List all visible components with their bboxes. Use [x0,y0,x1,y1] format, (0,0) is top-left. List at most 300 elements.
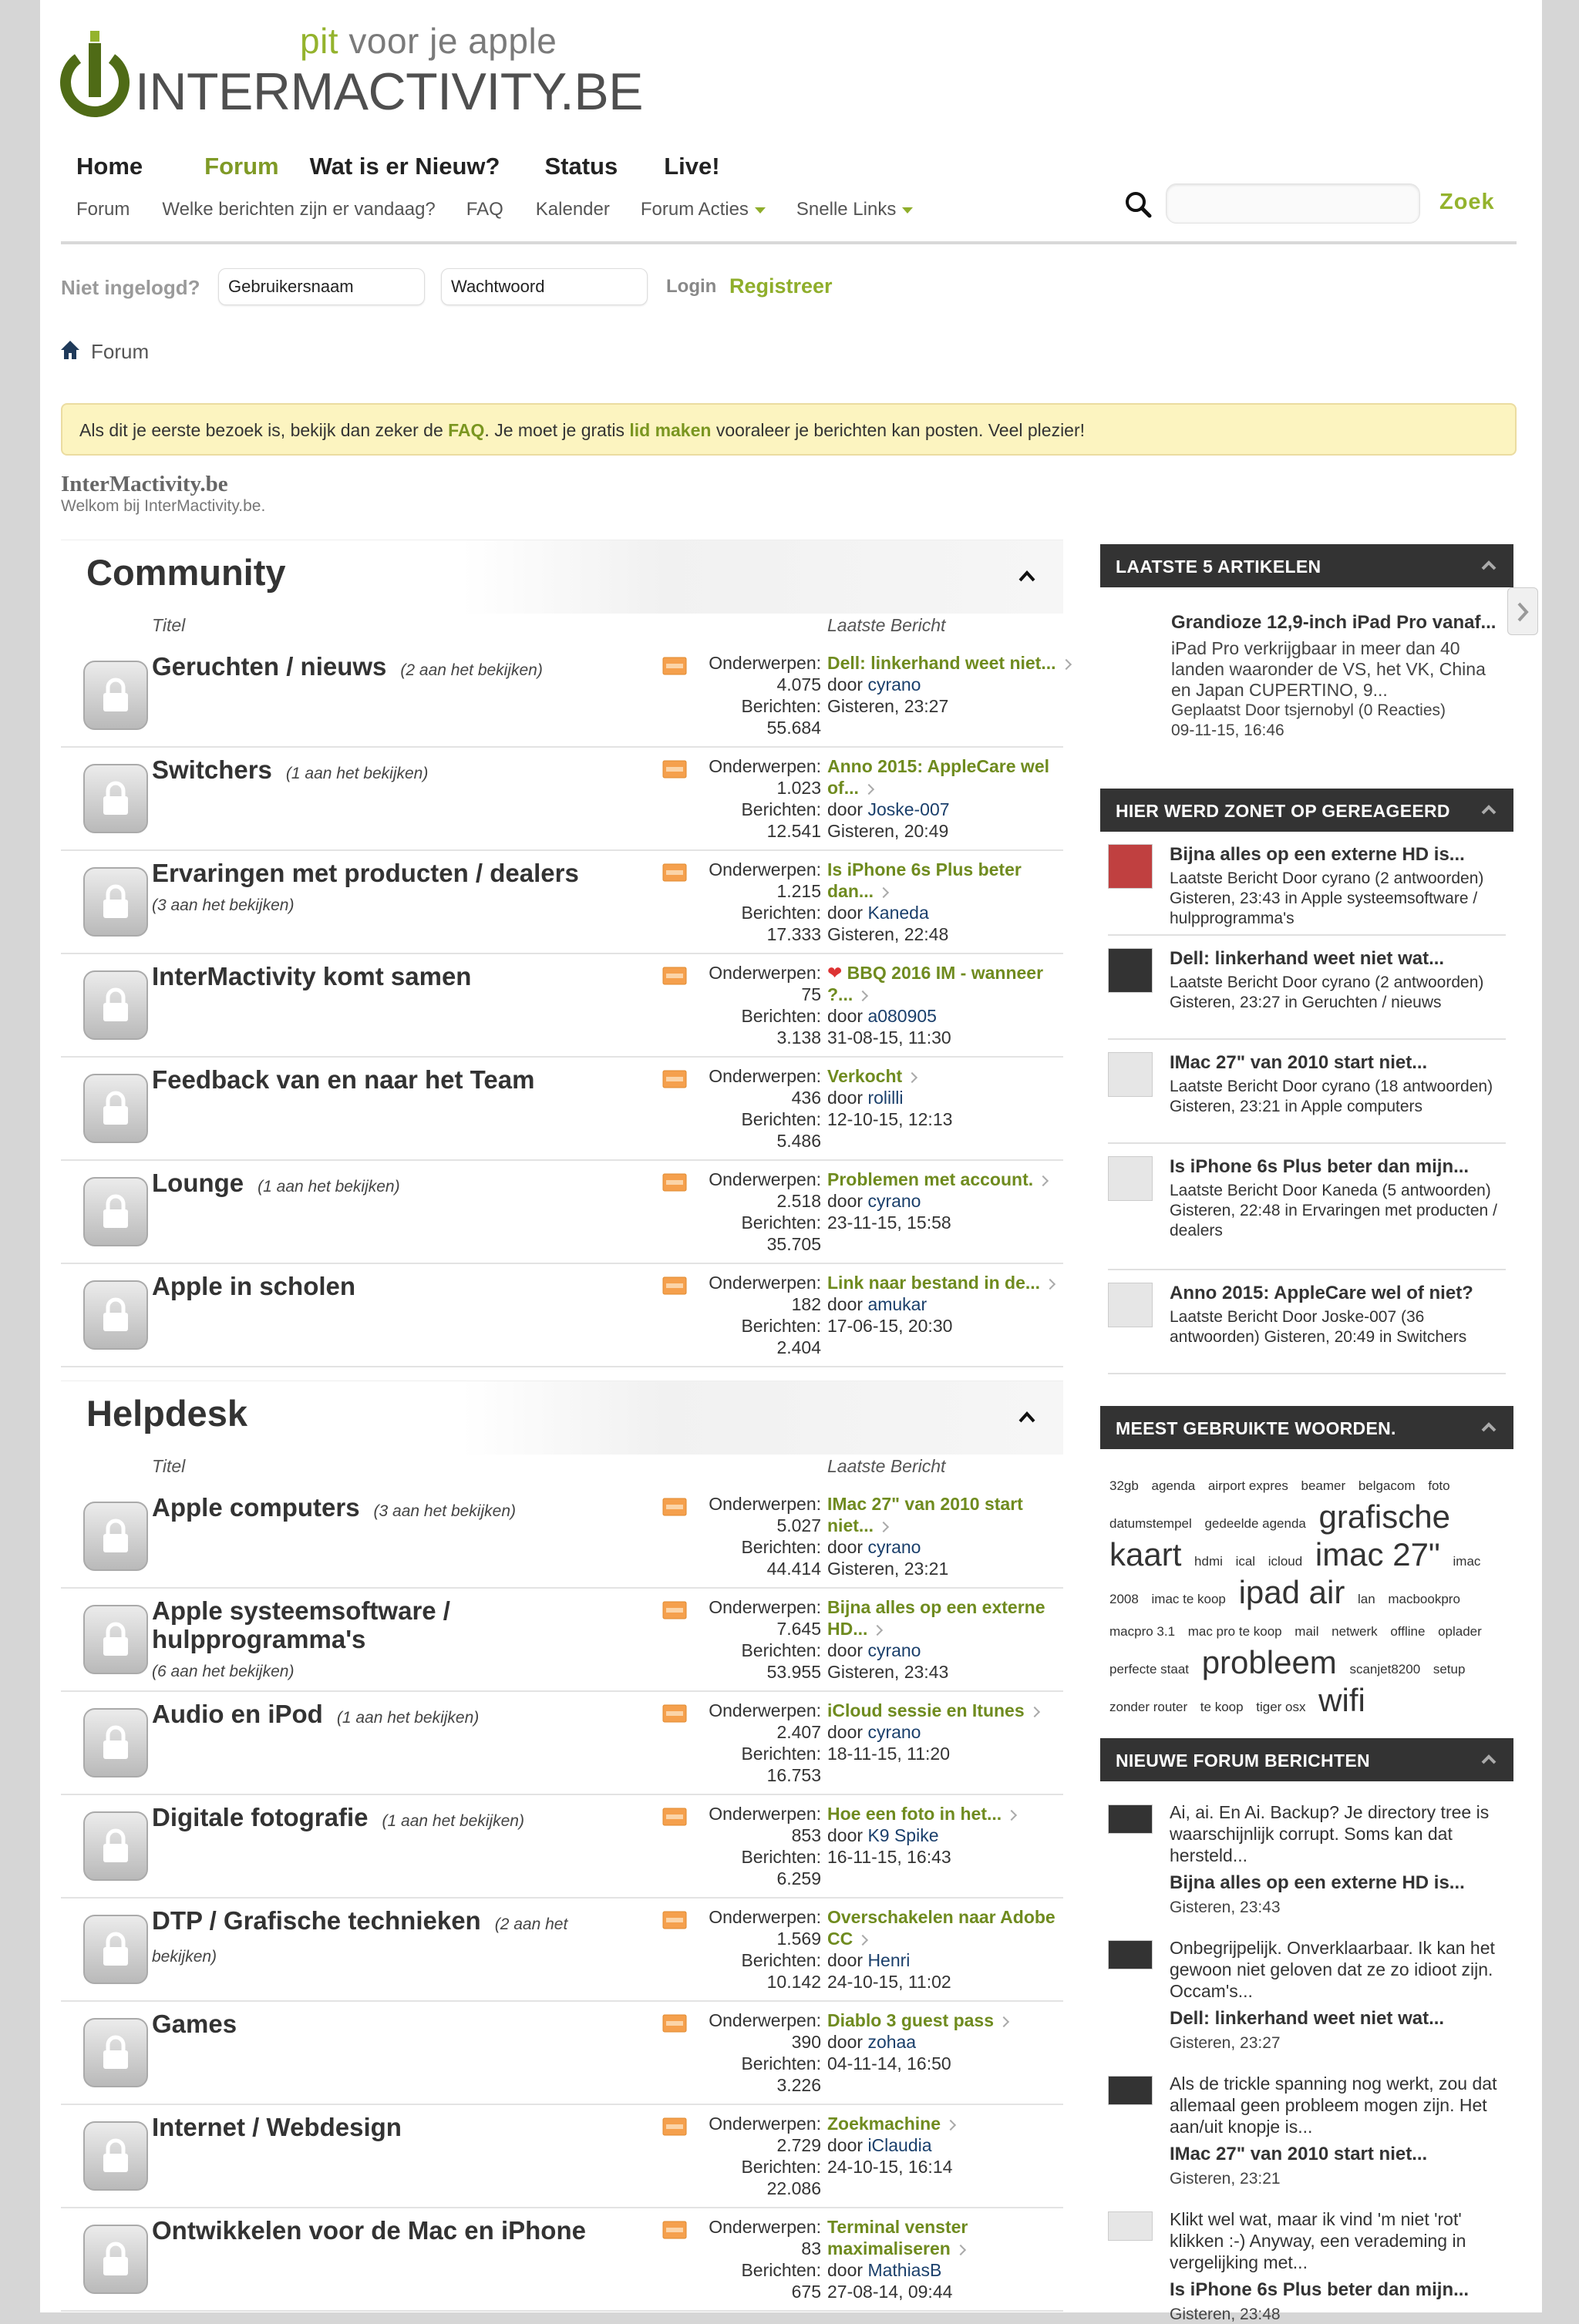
home-icon[interactable] [59,339,81,361]
forum-link[interactable]: Internet / Webdesign [152,2113,402,2141]
tag-link[interactable]: wifi [1318,1682,1365,1718]
last-post-title[interactable]: Zoekmachine [827,2114,941,2134]
last-post [827,962,1072,1048]
block-header[interactable] [1100,789,1513,832]
tag-link[interactable]: agenda [1151,1478,1196,1493]
go-to-post-icon[interactable] [1029,1707,1040,1717]
block-header[interactable] [1100,1738,1513,1781]
tag-link[interactable]: grafische [1318,1498,1450,1535]
rss-icon[interactable] [662,1601,687,1619]
last-post-date: 12-10-15, 12:13 [827,1109,953,1129]
topics-count: 2.518 [776,1191,821,1211]
posts-label: Berichten: [741,1109,821,1129]
faq-link[interactable]: FAQ [448,420,485,440]
forum-lock-icon[interactable] [82,970,149,1041]
last-post-title[interactable]: iCloud sessie en Itunes [827,1700,1025,1720]
forum-link[interactable]: Feedback van en naar het Team [152,1065,535,1094]
tag-link[interactable]: gedeelde agenda [1204,1516,1306,1531]
chevron-up-icon[interactable] [1481,560,1497,570]
topics-label: Onderwerpen: [709,756,821,776]
tag-link[interactable]: perfecte staat [1109,1662,1190,1677]
last-post-title-line [827,2113,1072,2134]
reply-title[interactable]: Bijna alles op een externe HD is... [1170,844,1465,865]
by-label: door [827,1950,864,1970]
last-post-title[interactable]: IMac 27" van 2010 start niet... [827,1494,1023,1535]
posts-label: Berichten: [741,1744,821,1764]
avatar[interactable] [1108,1156,1153,1201]
avatar[interactable] [1108,2076,1153,2105]
rss-icon[interactable] [662,1173,687,1192]
tag-link[interactable]: foto [1428,1478,1450,1493]
last-post-date: 23-11-15, 15:58 [827,1212,951,1233]
password-field[interactable]: Wachtwoord [441,268,648,305]
chevron-right-icon [1508,588,1539,636]
last-post-author-line [827,1087,1072,1108]
last-post-title[interactable]: Verkocht [827,1066,903,1086]
nav-forum[interactable]: Forum [204,153,279,180]
forum-row [61,2208,1063,2312]
forum-row [61,1161,1063,1264]
recent-reply-item[interactable] [1108,1270,1506,1374]
by-label: door [827,1537,864,1557]
forum-section [61,1381,1063,2312]
forum-stats [685,755,821,842]
rss-icon[interactable] [662,1276,687,1295]
viewing-count: (1 aan het bekijken) [336,1709,480,1727]
forum-lock-icon[interactable] [82,660,149,731]
forum-title [152,859,630,920]
rss-icon[interactable] [662,2117,687,2136]
last-post-title[interactable]: Diablo 3 guest pass [827,2010,995,2030]
forum-link[interactable]: Digitale fotografie [152,1803,369,1831]
forum-lock-icon[interactable] [82,1501,149,1572]
post-thread-link[interactable]: Bijna alles op een externe HD is... [1170,1872,1465,1893]
last-post-author[interactable]: MathiasB [867,2260,942,2280]
last-post-author[interactable]: amukar [867,1294,928,1314]
forum-lock-icon[interactable] [82,2121,149,2191]
column-header [61,614,1063,644]
nav-whats-new[interactable]: Wat is er Nieuw? [309,153,500,180]
rss-icon[interactable] [662,1911,687,1929]
tag-link[interactable]: setup [1433,1662,1466,1677]
forum-row [61,1899,1063,2002]
posts-count: 10.142 [766,1972,821,1992]
block-header[interactable] [1100,544,1513,587]
recent-reply-item[interactable] [1108,832,1506,936]
topics-label: Onderwerpen: [709,2114,821,2134]
tag-link[interactable]: hdmi [1194,1554,1223,1569]
collapse-icon[interactable] [1018,1408,1036,1421]
last-post-title[interactable]: Bijna alles op een externe HD... [827,1597,1045,1639]
last-post-author-line [827,1640,1072,1661]
last-post-title-line [827,2216,1072,2259]
notice-text: . Je moet je gratis [484,420,630,440]
avatar[interactable] [1108,1940,1153,1969]
last-post [827,2216,1072,2302]
chevron-up-icon[interactable] [1481,1421,1497,1432]
reply-title[interactable]: IMac 27" van 2010 start niet... [1170,1052,1428,1073]
register-link[interactable]: lid maken [629,420,712,440]
avatar[interactable] [1108,2211,1153,2241]
reply-title[interactable]: Is iPhone 6s Plus beter dan mijn... [1170,1156,1470,1177]
nav-divider [61,241,1517,244]
posts-count: 2.404 [776,1337,821,1357]
article-description: iPad Pro verkrijgbaar in meer dan 40 landen waaronder de VS, het VK, China en Japan CUPERTINO, 9... [1171,638,1486,700]
forum-title [152,1065,630,1094]
last-post-title-line [827,755,1072,799]
last-post-author[interactable]: Henri [867,1950,911,1970]
site-logo[interactable] [61,20,647,136]
recent-reply-item[interactable] [1108,936,1506,1040]
last-post-date: Gisteren, 20:49 [827,821,949,841]
last-post-author-line [827,799,1072,820]
last-post-title[interactable]: BBQ 2016 IM - wanneer ?... [827,963,1044,1004]
last-post-author-line [827,1190,1072,1212]
last-post-date: 24-10-15, 16:14 [827,2157,953,2177]
topics-count: 853 [791,1825,821,1845]
last-post-author[interactable]: cyrano [867,1722,921,1742]
posts-count: 5.486 [776,1131,821,1151]
go-to-post-icon[interactable] [857,1935,868,1946]
subnav-quick-links-label: Snelle Links [796,199,897,220]
avatar[interactable] [1108,1052,1153,1097]
tag-link[interactable]: offline [1390,1624,1426,1639]
post-date: Gisteren, 23:43 [1170,1899,1281,1916]
last-post-title[interactable]: Problemen met account. [827,1169,1034,1189]
sidebar-toggle[interactable] [1507,587,1538,635]
search-button[interactable]: Zoek [1439,190,1495,214]
tag-link[interactable]: icloud [1268,1554,1303,1569]
block-title: HIER WERD ZONET OP GEREAGEERD [1116,801,1450,821]
posts-count: 6.259 [776,1868,821,1888]
rss-icon[interactable] [662,2014,687,2033]
post-date: Gisteren, 23:48 [1170,2306,1281,2323]
tag-link[interactable]: belgacom [1358,1478,1416,1493]
go-to-post-icon[interactable] [878,1522,889,1532]
topics-label: Onderwerpen: [709,1597,821,1617]
last-post-author[interactable]: rolilli [867,1088,904,1108]
last-post-author-line [827,2259,1072,2281]
forum-lock-icon[interactable] [82,763,149,834]
last-post-author-line [827,902,1072,923]
post-thread-link[interactable]: Dell: linkerhand weet niet wat... [1170,2008,1445,2029]
nav-home[interactable]: Home [76,153,143,180]
rss-icon[interactable] [662,657,687,675]
tag-link[interactable]: mail [1295,1624,1319,1639]
forum-lock-icon[interactable] [82,1707,149,1778]
forum-lock-icon[interactable] [82,1604,149,1675]
chevron-up-icon[interactable] [1481,1754,1497,1764]
tag-link[interactable]: 32gb [1109,1478,1139,1493]
forum-title [152,1493,630,1525]
forum-lock-icon[interactable] [82,1811,149,1882]
new-posts-list [1100,1801,1513,2324]
forum-link[interactable]: DTP / Grafische technieken [152,1906,481,1935]
last-post-author[interactable]: zohaa [867,2032,917,2052]
forum-link[interactable]: Games [152,2010,237,2038]
nav-status[interactable]: Status [544,153,618,180]
forum-title [152,652,630,684]
tag-link[interactable]: tiger osx [1256,1700,1306,1714]
last-post-date: Gisteren, 23:43 [827,1662,949,1682]
topics-count: 390 [791,2032,821,2052]
go-to-post-icon[interactable] [998,2016,1009,2027]
article-date: 09-11-15, 16:46 [1171,721,1284,739]
forum-lock-icon[interactable] [82,866,149,937]
last-post-author[interactable]: cyrano [867,1537,921,1557]
topics-count: 182 [791,1294,821,1314]
last-post-title-line [827,1272,1072,1293]
breadcrumb[interactable]: Forum [91,340,150,363]
search-icon[interactable] [1123,190,1154,220]
avatar[interactable] [1108,844,1153,889]
last-post-title[interactable]: Dell: linkerhand weet niet... [827,653,1056,673]
topics-label: Onderwerpen: [709,1804,821,1824]
subnav-calendar[interactable]: Kalender [535,199,610,220]
tag-link[interactable]: oplader [1438,1624,1482,1639]
topics-count: 75 [801,984,821,1004]
new-posts-block [1100,1738,1513,2324]
logo-tagline: pit voor je apple [300,21,557,61]
last-post [827,1596,1072,1683]
tag-link[interactable]: zonder router [1109,1700,1188,1714]
recent-reply-item[interactable] [1108,1040,1506,1144]
chevron-up-icon[interactable] [1481,804,1497,815]
tag-link[interactable]: netwerk [1332,1624,1378,1639]
last-post-title[interactable]: Hoe een foto in het... [827,1804,1002,1824]
tag-link[interactable]: scanjet8200 [1349,1662,1421,1677]
topics-label: Onderwerpen: [709,1494,821,1514]
main-nav [76,153,720,183]
forum-lock-icon[interactable] [82,1176,149,1247]
posts-label: Berichten: [741,799,821,819]
tag-link[interactable]: imac 27" [1315,1536,1440,1572]
column-last-post: Laatste Bericht [827,615,946,635]
last-post-author[interactable]: cyrano [867,674,921,695]
last-post-title[interactable]: Overschakelen naar Adobe CC [827,1907,1055,1949]
posts-label: Berichten: [741,2157,821,2177]
rss-icon[interactable] [662,1704,687,1723]
tag-link[interactable]: mac pro te koop [1187,1624,1282,1639]
go-to-post-icon[interactable] [1006,1810,1017,1821]
login-button[interactable]: Login [666,276,717,297]
recent-reply-item[interactable] [1108,1144,1506,1270]
tag-cloud-block [1100,1406,1513,1723]
forum-lock-icon[interactable] [82,2224,149,2295]
forum-lock-icon[interactable] [82,1280,149,1350]
topics-count: 1.215 [776,881,821,901]
post-date: Gisteren, 23:27 [1170,2034,1281,2052]
subnav-forum[interactable]: Forum [76,199,130,220]
last-post-title[interactable]: Anno 2015: AppleCare wel of... [827,756,1050,798]
last-post-author-line [827,674,1072,695]
subnav-forum-actions-label: Forum Acties [640,199,749,220]
last-post-author[interactable]: cyrano [867,1640,921,1660]
avatar[interactable] [1108,1283,1153,1327]
tag-link[interactable]: macpro 3.1 [1109,1624,1176,1639]
forum-link[interactable]: Apple in scholen [152,1272,356,1300]
by-label: door [827,1088,864,1108]
go-to-post-icon[interactable] [955,2245,966,2255]
new-post-item[interactable] [1108,2208,1506,2324]
forum-row [61,1692,1063,1795]
last-post-author[interactable]: K9 Spike [867,1825,939,1845]
site-subtitle: Welkom bij InterMactivity.be. [61,497,266,515]
username-field[interactable]: Gebruikersnaam [218,268,425,305]
forum-stats [685,1803,821,1889]
subnav-today[interactable]: Welke berichten zijn er vandaag? [162,199,436,220]
viewing-count: (2 aan het bekijken) [400,661,543,679]
posts-count: 53.955 [766,1662,821,1682]
tag-cloud [1100,1449,1513,1723]
go-to-post-icon[interactable] [872,1625,883,1636]
last-post-date: Gisteren, 22:48 [827,924,949,944]
forum-lock-icon[interactable] [82,1914,149,1985]
forum-row [61,954,1063,1058]
rss-icon[interactable] [662,863,687,882]
last-post-title-line [827,859,1072,902]
forum-title [152,1803,630,1835]
tag-link[interactable]: airport expres [1207,1478,1288,1493]
forum-link[interactable]: Switchers [152,755,272,784]
forum-stats [685,859,821,945]
tag-link[interactable]: probleem [1201,1644,1337,1680]
last-post-date: 18-11-15, 11:20 [827,1744,950,1764]
forum-title [152,2113,630,2141]
go-to-post-icon[interactable] [945,2120,956,2131]
go-to-post-icon[interactable] [857,990,868,1001]
by-label: door [827,799,864,819]
by-label: door [827,1640,864,1660]
topics-label: Onderwerpen: [709,1907,821,1927]
forum-link[interactable]: Apple systeemsoftware / hulpprogramma's [152,1596,450,1653]
block-title: NIEUWE FORUM BERICHTEN [1116,1751,1370,1771]
topics-label: Onderwerpen: [709,1700,821,1720]
last-post [827,1906,1072,1993]
last-post-author-line [827,1949,1072,1971]
rss-icon[interactable] [662,967,687,985]
article-item[interactable] [1100,612,1513,741]
go-to-post-icon[interactable] [1038,1175,1049,1186]
topics-label: Onderwerpen: [709,963,821,983]
subnav-faq[interactable]: FAQ [466,199,503,220]
tag-link[interactable]: beamer [1301,1478,1346,1493]
topics-label: Onderwerpen: [709,653,821,673]
forum-lock-icon[interactable] [82,2017,149,2088]
forum-link[interactable]: Audio en iPod [152,1700,323,1728]
last-post-date: 24-10-15, 11:02 [827,1972,951,1992]
nav-live[interactable]: Live! [664,153,720,180]
last-post-author[interactable]: iClaudia [867,2135,932,2155]
posts-label: Berichten: [741,903,821,923]
tag-link[interactable]: datumstempel [1109,1516,1192,1531]
section-title: Helpdesk [86,1393,247,1434]
avatar[interactable] [1108,1804,1153,1834]
posts-label: Berichten: [741,2260,821,2280]
last-post-author-line [827,1721,1072,1743]
tag-link[interactable]: macbookpro [1388,1592,1460,1606]
last-post-author[interactable]: a080905 [867,1006,937,1026]
last-post-author-line [827,1825,1072,1846]
last-post-date: Gisteren, 23:21 [827,1559,949,1579]
rss-icon[interactable] [662,1498,687,1516]
forum-link[interactable]: InterMactivity komt samen [152,962,472,990]
tag-link[interactable]: kaart [1109,1536,1182,1572]
last-post-author[interactable]: Joske-007 [867,799,950,819]
last-post [827,1272,1072,1337]
tag-link[interactable]: ipad air [1238,1574,1345,1610]
register-button[interactable]: Registreer [729,274,833,298]
last-post-author[interactable]: Kaneda [867,903,929,923]
go-to-post-icon[interactable] [1060,659,1071,670]
new-post-item[interactable] [1108,1801,1506,1917]
tag-link[interactable]: imac 2008 [1109,1554,1481,1606]
tag-link[interactable]: te koop [1200,1700,1244,1714]
forum-link[interactable]: Lounge [152,1169,244,1197]
last-post-title[interactable]: Is iPhone 6s Plus beter dan... [827,859,1022,901]
viewing-count: (3 aan het bekijken) [373,1502,516,1520]
go-to-post-icon[interactable] [878,887,889,898]
reply-title[interactable]: Anno 2015: AppleCare wel of niet? [1170,1283,1473,1303]
forum-stats [685,2113,821,2199]
last-post-title[interactable]: Terminal venster maximaliseren [827,2217,968,2258]
post-thread-link[interactable]: Is iPhone 6s Plus beter dan mijn... [1170,2279,1470,2300]
new-post-item[interactable] [1108,2073,1506,2188]
go-to-post-icon[interactable] [1045,1279,1055,1290]
go-to-post-icon[interactable] [907,1072,917,1083]
subnav-quick-links[interactable] [796,199,913,220]
column-header [61,1455,1063,1485]
block-header[interactable] [1100,1406,1513,1449]
rss-icon[interactable] [662,760,687,779]
rss-icon[interactable] [662,1808,687,1826]
forum-link[interactable]: Ontwikkelen voor de Mac en iPhone [152,2216,586,2245]
last-post-title[interactable]: Link naar bestand in de... [827,1273,1041,1293]
last-post-author[interactable]: cyrano [867,1191,921,1211]
go-to-post-icon[interactable] [864,784,874,795]
tag-link[interactable]: lan [1358,1592,1375,1606]
login-label: Niet ingelogd? [61,276,200,299]
forum-stats [685,1493,821,1579]
forum-lock-icon[interactable] [82,1073,149,1144]
forum-row [61,1485,1063,1589]
tag-link[interactable]: imac te koop [1151,1592,1226,1606]
viewing-count: (2 aan het bekijken) [152,1915,568,1966]
forum-title [152,755,630,788]
forum-row [61,1589,1063,1692]
reply-title[interactable]: Dell: linkerhand weet niet wat... [1170,948,1445,969]
tag-link[interactable]: ical [1235,1554,1256,1569]
new-post-item[interactable] [1108,1937,1506,2053]
topics-label: Onderwerpen: [709,1273,821,1293]
last-post-title-line [827,1596,1072,1640]
forum-link[interactable]: Apple computers [152,1493,360,1522]
forum-stats [685,962,821,1048]
subnav-forum-actions[interactable] [641,199,766,220]
topics-count: 4.075 [776,674,821,695]
avatar[interactable] [1108,948,1153,993]
post-thread-link[interactable]: IMac 27" van 2010 start niet... [1170,2144,1428,2164]
rss-icon[interactable] [662,2221,687,2239]
rss-icon[interactable] [662,1070,687,1088]
article-title[interactable]: Grandioze 12,9-inch iPad Pro vanaf... [1171,612,1497,633]
notice-text: vooraleer je berichten kan posten. Veel plezier! [711,420,1086,440]
forum-link[interactable]: Ervaringen met producten / dealers [152,859,579,887]
site-title: InterMactivity.be [61,472,228,496]
collapse-icon[interactable] [1018,567,1036,580]
forum-link[interactable]: Geruchten / nieuws [152,652,387,681]
search-input[interactable] [1166,183,1420,224]
